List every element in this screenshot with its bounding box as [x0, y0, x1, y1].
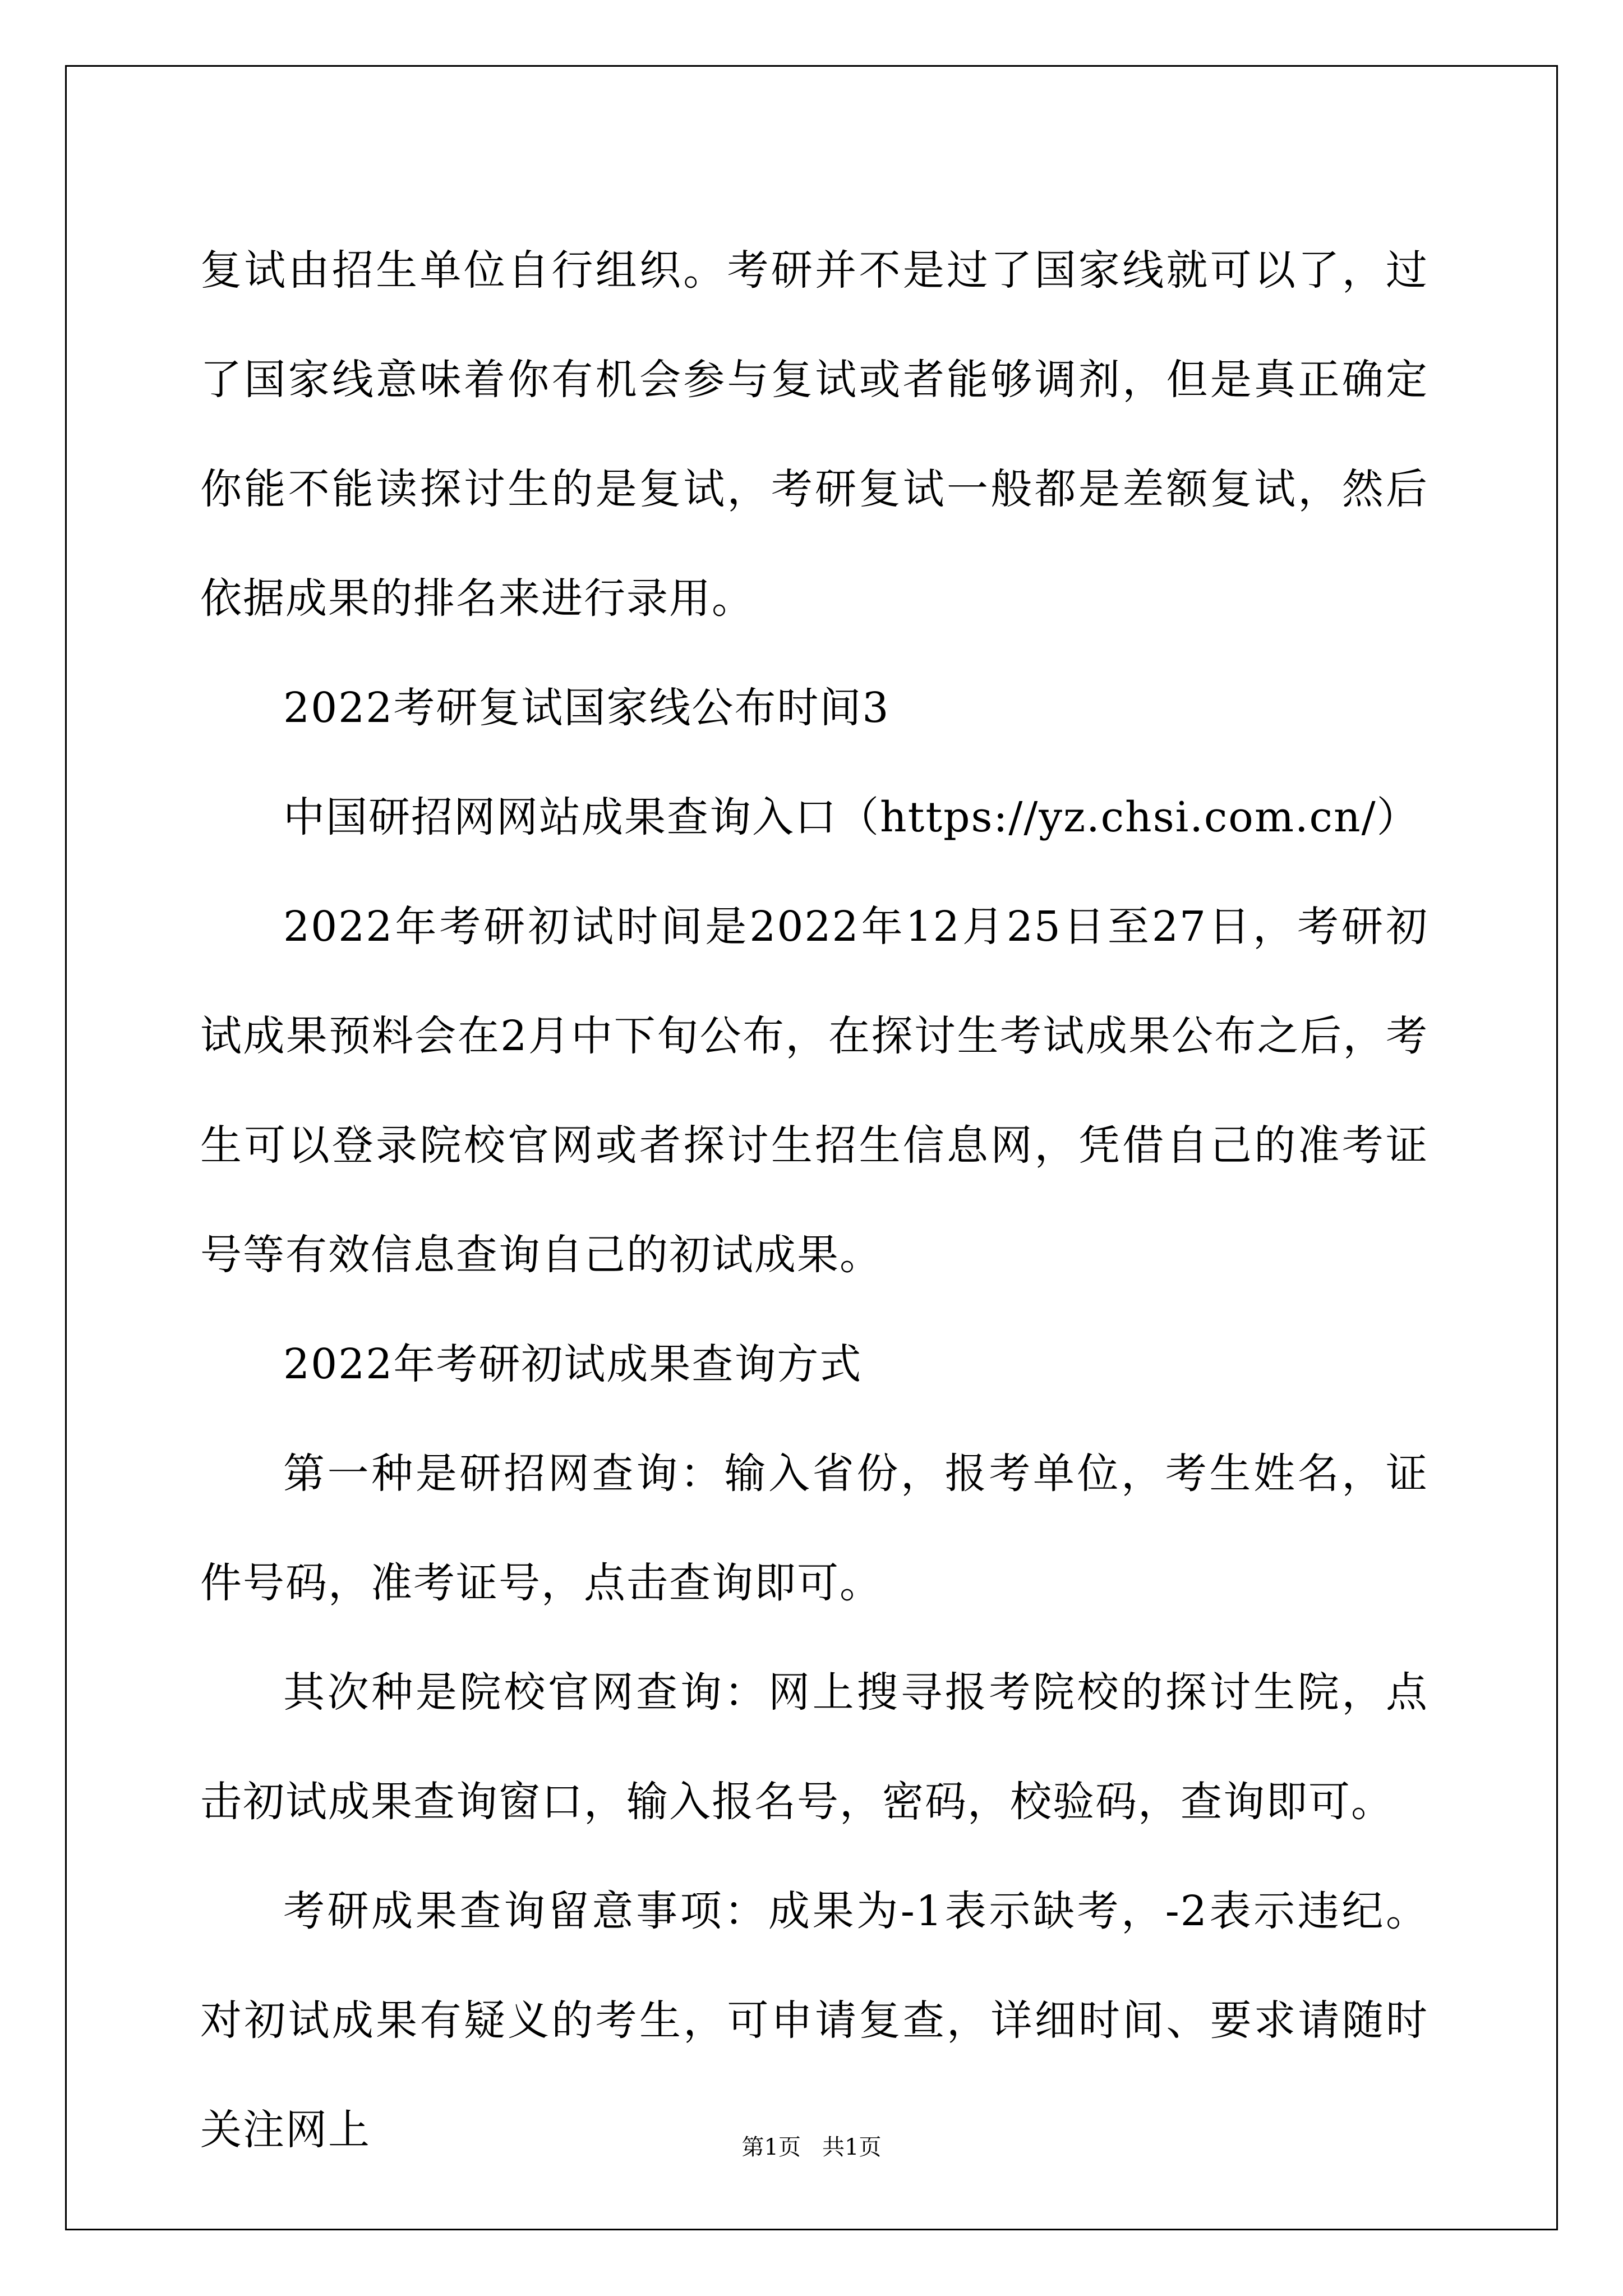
heading-retest-line-time: 2022考研复试国家线公布时间3: [283, 684, 890, 732]
paragraph-notes: 考研成果查询留意事项：成果为-1表示缺考，-2表示违纪。对初试成果有疑义的考生，可申请复查，详细时间、要求请随时关注网上: [200, 1887, 1428, 2154]
document-body: [200, 216, 1428, 2185]
paragraph-exam-time: 2022年考研初试时间是2022年12月25日至27日，考研初试成果预料会在2月中下旬公布，在探讨生考试成果公布之后，考生可以登录院校官网或者探讨生招生信息网，凭借自己的准考证号等有效信息查询自己的初试成果。: [200, 903, 1428, 1279]
paragraph-query-entry: 中国研招网网站成果查询入口（https://yz.chsi.com.cn/）: [283, 793, 1419, 841]
page-footer: [0, 2131, 1623, 2164]
paragraph-method-one: 第一种是研招网查询：输入省份，报考单位，考生姓名，证件号码，准考证号，点击查询即可。: [200, 1450, 1428, 1607]
paragraph-method-two: 其次种是院校官网查询：网上搜寻报考院校的探讨生院，点击初试成果查询窗口，输入报名号，密码，校验码，查询即可。: [200, 1668, 1428, 1826]
page-total: 共1页: [822, 2134, 882, 2160]
page-number: 第1页: [741, 2134, 801, 2160]
paragraph-retest-intro: 复试由招生单位自行组织。考研并不是过了国家线就可以了，过了国家线意味着你有机会参与复试或者能够调剂，但是真正确定你能不能读探讨生的是复试，考研复试一般都是差额复试，然后依据成果的排名来进行录用。: [200, 246, 1428, 623]
heading-query-methods: 2022年考研初试成果查询方式: [283, 1340, 863, 1388]
